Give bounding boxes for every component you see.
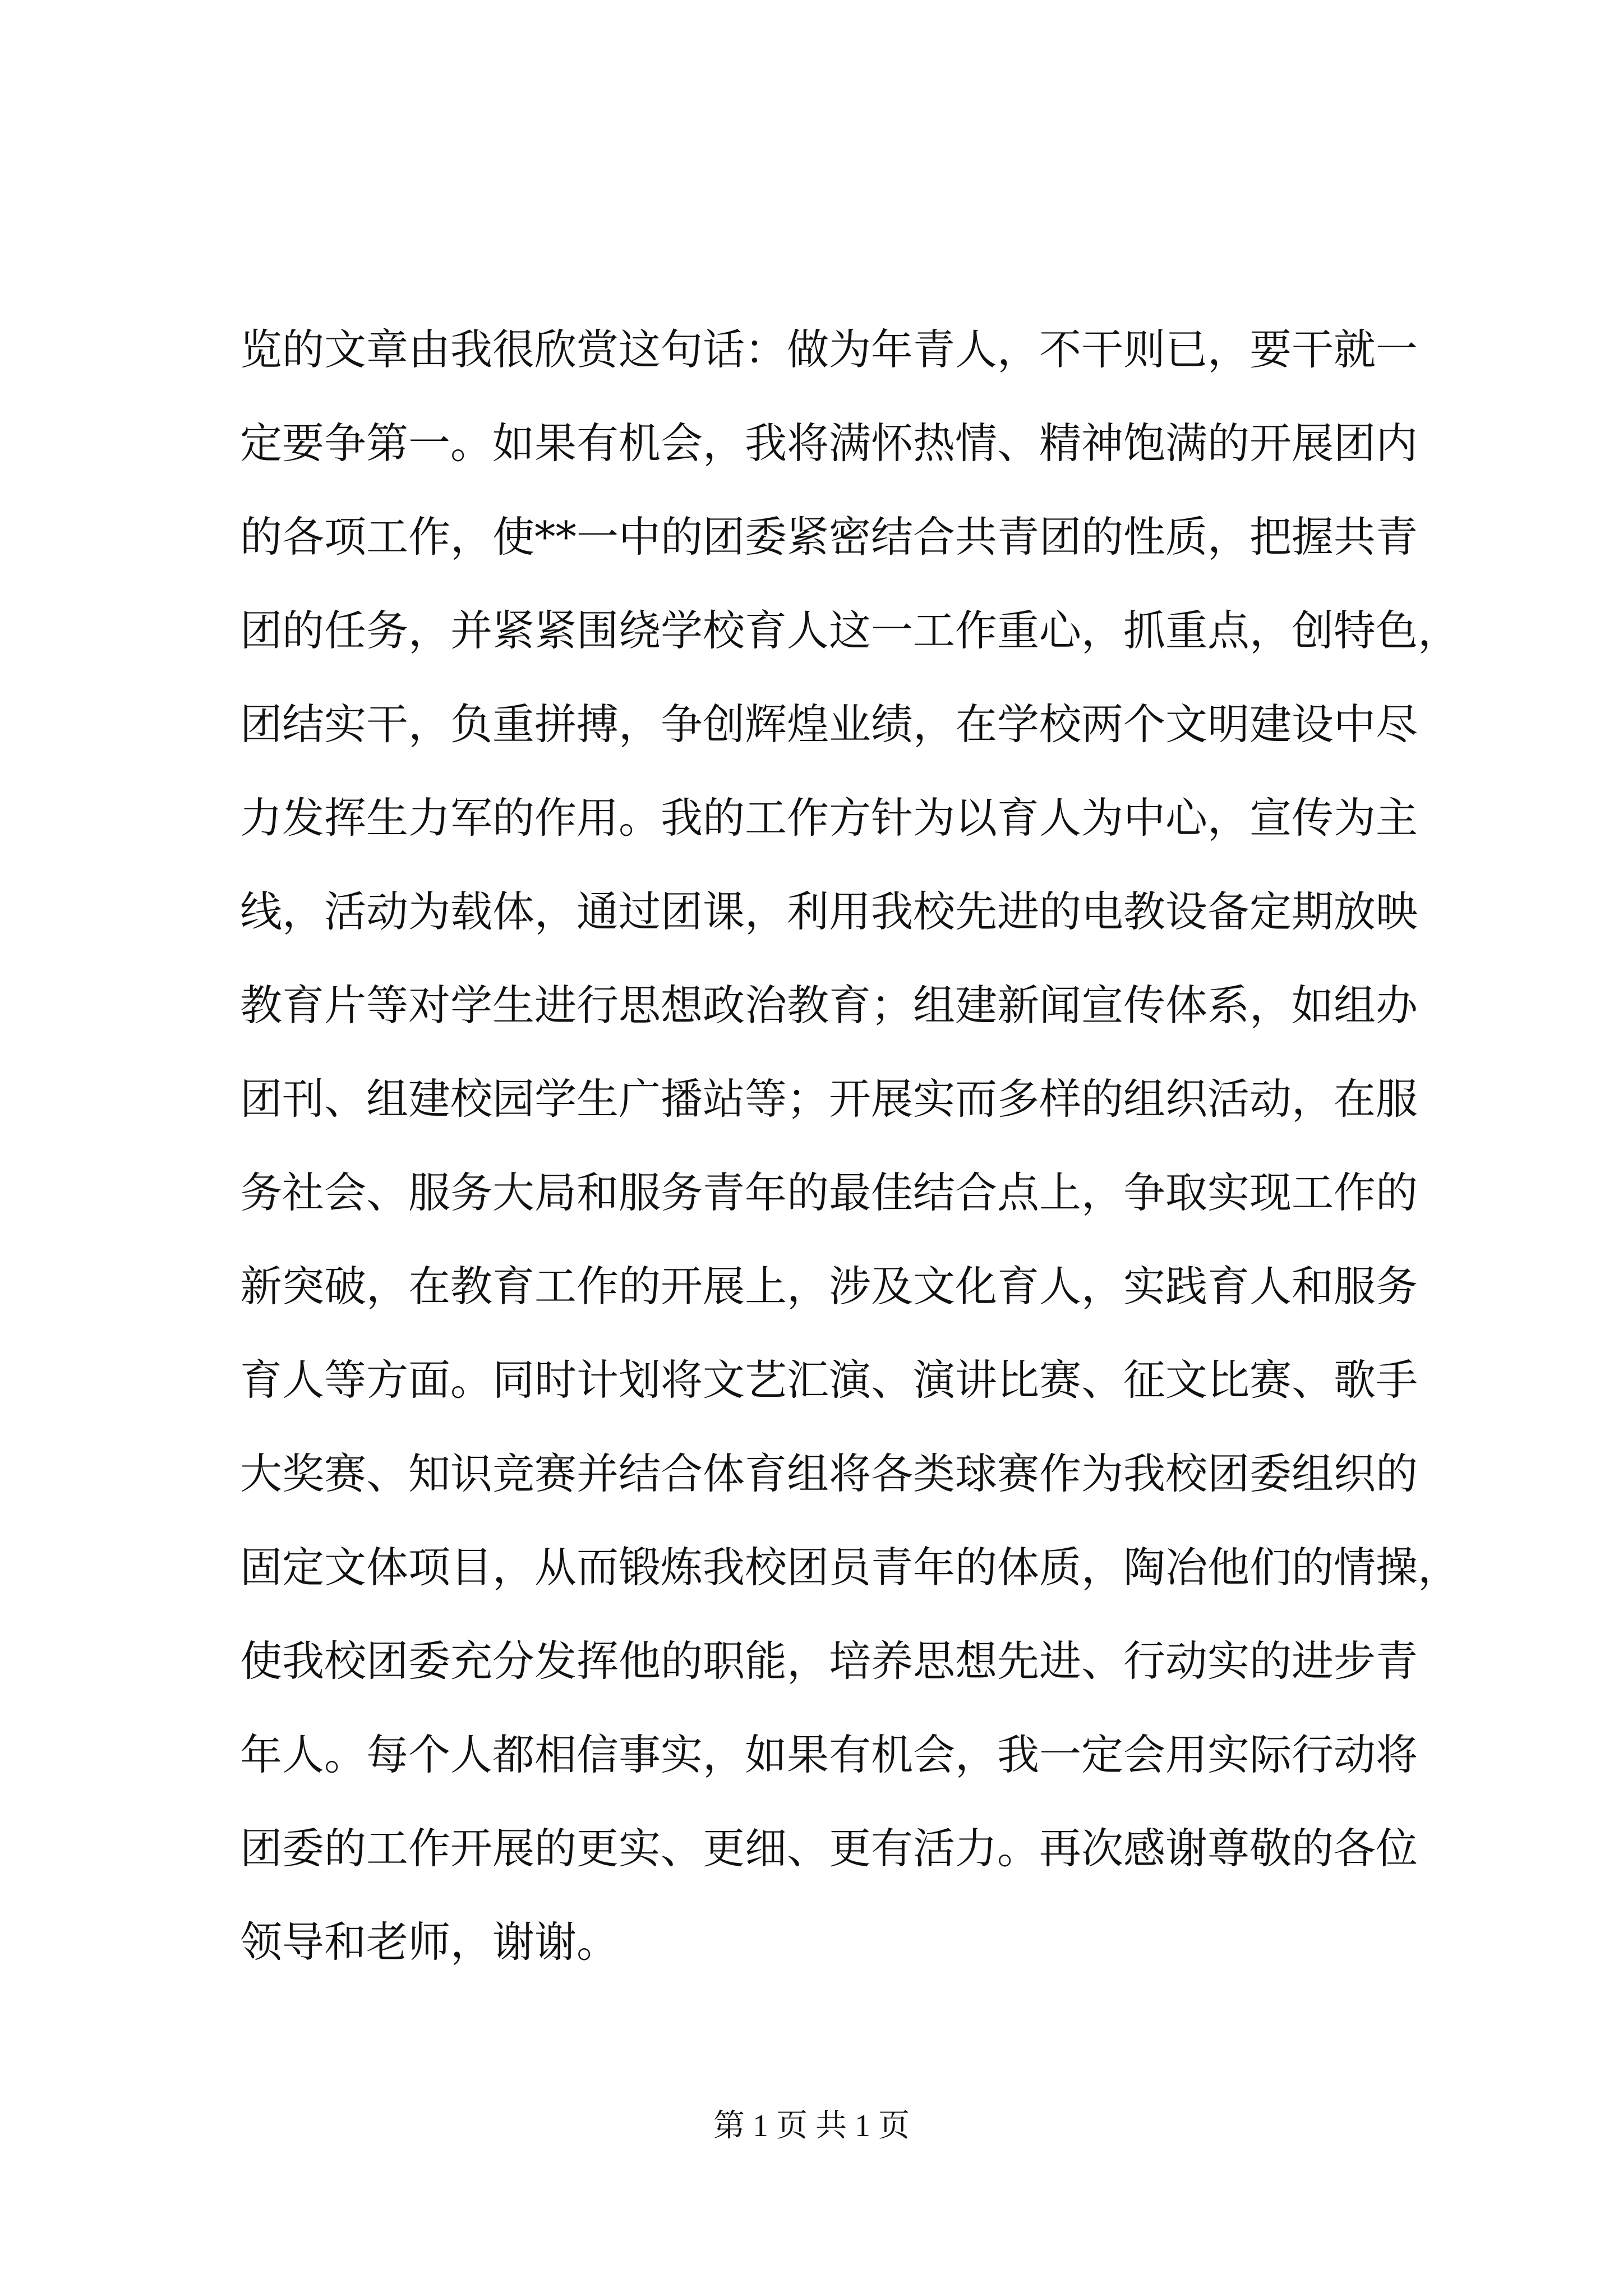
body-paragraph (240, 303, 1460, 1989)
text-line: 固定文体项目，从而锻炼我校团员青年的体质，陶冶他们的情操， (240, 1543, 1460, 1592)
text-line: 团的任务，并紧紧围绕学校育人这一工作重心，抓重点，创特色， (240, 606, 1460, 655)
text-line: 线，活动为载体，通过团课，利用我校先进的电教设备定期放映 (240, 887, 1418, 936)
text-line: 领导和老师，谢谢。 (240, 1917, 619, 1967)
text-line: 教育片等对学生进行思想政治教育；组建新闻宣传体系，如组办 (240, 981, 1418, 1030)
text-line: 团结实干，负重拼搏，争创辉煌业绩，在学校两个文明建设中尽 (240, 700, 1418, 749)
text-line: 览的文章由我很欣赏这句话：做为年青人，不干则已，要干就一 (240, 325, 1418, 374)
text-line: 务社会、服务大局和服务青年的最佳结合点上，争取实现工作的 (240, 1168, 1418, 1217)
text-line: 育人等方面。同时计划将文艺汇演、演讲比赛、征文比赛、歌手 (240, 1355, 1418, 1405)
text-line: 团刊、组建校园学生广播站等；开展实而多样的组织活动，在服 (240, 1074, 1418, 1124)
text-line: 大奖赛、知识竞赛并结合体育组将各类球赛作为我校团委组织的 (240, 1449, 1418, 1498)
text-line: 力发挥生力军的作用。我的工作方针为以育人为中心，宣传为主 (240, 793, 1418, 843)
text-line: 使我校团委充分发挥他的职能，培养思想先进、行动实的进步青 (240, 1636, 1418, 1686)
text-line: 新突破，在教育工作的开展上，涉及文化育人，实践育人和服务 (240, 1262, 1418, 1311)
page-footer (0, 2106, 1623, 2146)
text-line: 的各项工作，使**一中的团委紧密结合共青团的性质，把握共青 (240, 512, 1418, 562)
text-line: 团委的工作开展的更实、更细、更有活力。再次感谢尊敬的各位 (240, 1824, 1418, 1873)
text-line: 年人。每个人都相信事实，如果有机会，我一定会用实际行动将 (240, 1730, 1418, 1779)
text-line: 定要争第一。如果有机会，我将满怀热情、精神饱满的开展团内 (240, 418, 1418, 468)
page-number: 第 1 页 共 1 页 (713, 2109, 910, 2143)
